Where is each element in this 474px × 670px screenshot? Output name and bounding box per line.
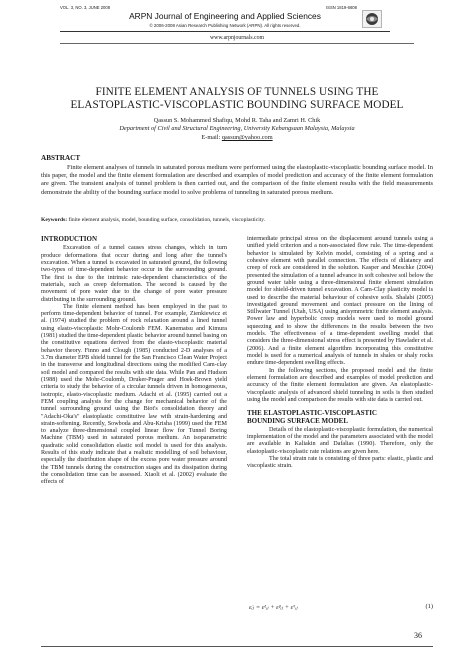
journal-title: ARPN Journal of Engineering and Applied Sciences — [129, 11, 321, 21]
keywords-label: Keywords: — [41, 217, 68, 223]
header-rule — [60, 31, 390, 32]
paper-title — [40, 86, 434, 112]
issn: ISSN 1819-6608 — [326, 5, 357, 10]
title-line-1: FINITE ELEMENT ANALYSIS OF TUNNELS USING THE — [95, 86, 379, 98]
right-column — [247, 236, 433, 471]
equation-1 — [249, 603, 433, 611]
left-column — [41, 236, 227, 487]
authors: Qassun S. Mohammed Shafiqu, Mohd R. Taha and Zamri H. Chik — [153, 117, 321, 124]
keywords — [41, 217, 433, 223]
arpn-logo-icon — [362, 10, 382, 28]
equation-number: (1) — [425, 603, 433, 610]
copyright-line: © 2006-2008 Asian Research Publishing Network (ARPN). All rights reserved. — [149, 23, 301, 28]
intro-paragraph-1: Excavation of a tunnel causes stress changes, which in turn produce deformations that occur during and long after the tunnel's excavation. When a tunnel is excavated in saturated ground, the following two-types of time-dependent behavior occur in the surrounding ground. The first is due to the intrinsic rate-dependent characteristics of the materials, such as creep deformation. The second is caused by the movement of pore water due to the change of pore water pressure distributing in the surrounding ground. — [41, 245, 227, 303]
intro-heading: INTRODUCTION — [41, 235, 98, 243]
email-link[interactable]: qassun@yahoo.com — [221, 134, 273, 141]
abstract-text: Finite element analyses of tunnels in saturated porous medium were performed using the elastoplastic-viscoplastic bounding surface model. In this paper, the model and the finite element formulation are described and examples of model prediction and accuracy of the finite element formulation are given. The transient analysis of tunnel problem is then carried out, and the comparison of the finite element results with the field measurements demonstrate the ability of the bounding surface model to solve problems of tunneling in saturated porous medium. — [41, 164, 433, 196]
section-2-heading-line-1: THE ELASTOPLASTIC-VISCOPLASTIC — [247, 409, 377, 418]
affiliation: Department of Civil and Structural Engineering, University Kebangsaan Malaysia, Malaysia — [119, 125, 355, 132]
section-2-heading — [247, 410, 433, 425]
right-paragraph-4: The total strain rate is consisting of three parts: elastic, plastic and viscoplastic strain. — [247, 456, 433, 470]
keywords-text: finite element analysis, model, bounding surface, consolidation, tunnels, viscoplasticity. — [68, 217, 266, 223]
email-label: E-mail: — [201, 134, 221, 141]
volume-line: VOL. 3, NO. 3, JUNE 2008 — [60, 5, 111, 10]
website-link[interactable]: www.arpnjournals.com — [209, 35, 265, 41]
section-2-heading-line-2: BOUNDING SURFACE MODEL — [247, 416, 348, 425]
website-rule — [60, 43, 414, 44]
equation-text: ε̇ᵢⱼ = ε̇ᵉᵢⱼ + ε̇ᵖᵢⱼ + ε̇ᵛᵢⱼ — [249, 604, 298, 611]
right-paragraph-3: Details of the elastoplastic-viscoplastic formulation, the numerical implementation of the model and the parameters associated with the model are available in Kaliakin and Dafalias (1990). Therefore, only the elastoplastic-viscoplastic rate relations are given here. — [247, 426, 433, 455]
right-paragraph-2: In the following sections, the proposed model and the finite element formulation are described and examples of model prediction and accuracy of the finite element formulation are given. An elastoplastic-viscoplastic analysis of advanced shield tunneling in soils is then studied using the model and comparison the results with site data is carried out. — [247, 367, 433, 403]
title-line-2: ELASTOPLASTIC-VISCOPLASTIC BOUNDING SURFACE MODEL — [70, 99, 404, 111]
abstract-heading: ABSTRACT — [41, 154, 81, 162]
footer-rule — [41, 646, 433, 647]
right-paragraph-1: intermediate principal stress on the displacement around tunnels using a unified yield criterion and a non-associated flow rule. The time-dependent behavior is simulated by Kelvin model, consisting of a spring and a cohesive element with parallel connection. The effects of dilatancy and creep of rock are considered in the solution. Kasper and Meschke (2004) presented the simulation of a tunnel advance in soft cohesive soil below the ground water table using a three-dimensional finite element simulation model for shield-driven tunnel excavation. A Cam-Clay plasticity model is used to describe the material behaviour of cohesive soils. Shalabi (2005) investigated ground movement and contact pressure on the lining of Stillwater Tunnel (Utah, USA) using anisymmetric finite element analysis. Power law and hyperbolic creep models were used to model ground squeezing and to show the differences in the results between the two models. The effectiveness of a time-dependent swelling model that considers the three-dimensional stress effect is presented by Hawlader et al. (2006). And a finite element algorithm incorporating this constitutive model is used for a numerical analysis of tunnels in shales or shaly rocks endure time-dependent swelling effects. — [247, 236, 433, 367]
email-line — [40, 134, 434, 141]
page-number: 36 — [414, 631, 422, 640]
intro-paragraph-2: The finite element method has been employed in the past to perform time-dependent behavior of tunnel. For example, Zienkiewicz et al. (1974) studied the problem of rock relaxation around a lined tunnel using elasto-viscoplastic Mohr-Coulomb FEM. Kanematsu and Kimura (1981) studied the time-dependent plastic behavior around tunnel basing on the constitutive equations derived from the elasto-viscoplastic material behavior theory. Finno and Clough (1985) conducted 2-D analyses of a 3.7m diameter EPB shield tunnel for the San Francisco Clean Water Project in the transverse and longitudinal directions using the modified Cam-clay soil model and compared the results with site data. While Pan and Hudson (1988) used the Mohr-Coulomb, Druker-Prager and Hoek-Brown yield criteria to study the behavior of a circular tunnels driven in homogeneous, isotropic, elasto-viscoplastic medium. Adachi et al. (1995) carried out a FEM coupling analysis for the change for mechanical behavior of the tunnel surrounding ground using the Biot's consolidation theory and "Adachi-Oka's" elastoplastic constitutive law with strain-hardening and strain-softening. Recently, Sowboda and Abu-Krisha (1999) used the FEM to analyze three-dimensional coupled linear flow for Tunnel Boring Machine (TBM) used in saturated porous medium. An isoparametric quadratic solid consolidation elastic soil model is used for this analysis. Results of this study indicate that a realistic modelling of soil behaviour, especially the distribution shape of the excess pore water pressure around the TBM tunnels during the construction stages and its dissipation during the consolidation time can be assessed. Xiaoli et al. (2002) evaluate the effects of — [41, 303, 227, 486]
